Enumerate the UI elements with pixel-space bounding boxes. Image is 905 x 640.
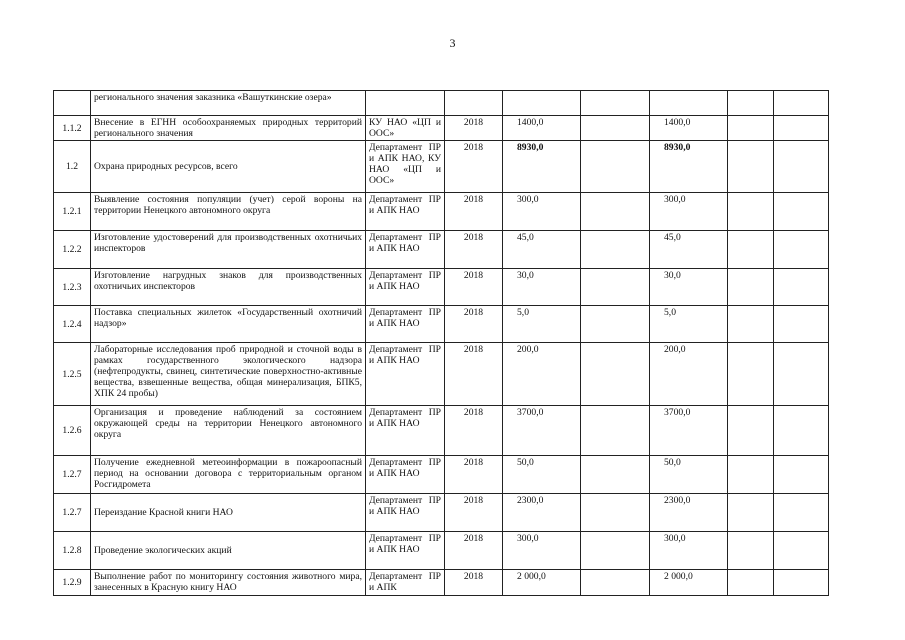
table-row: [54, 570, 829, 596]
extra-column-1: [728, 231, 774, 269]
row-number: 1.2.6: [54, 406, 91, 456]
year: 2018: [445, 306, 503, 343]
row-number: 1.2.3: [54, 269, 91, 306]
district-amount: 8930,0: [650, 141, 728, 193]
activity-name: Проведение экологических акций: [91, 532, 366, 570]
extra-column-2: [774, 343, 829, 406]
federal-amount: [581, 231, 650, 269]
row-number: 1.2: [54, 141, 91, 193]
table-row: [54, 116, 829, 141]
total-amount: 5,0: [503, 306, 581, 343]
extra-column-2: [774, 570, 829, 596]
executor: [366, 91, 445, 116]
total-amount: 200,0: [503, 343, 581, 406]
executor: Департамент ПР и АПК НАО: [366, 532, 445, 570]
federal-amount: [581, 269, 650, 306]
row-number: 1.2.2: [54, 231, 91, 269]
executor: Департамент ПР и АПК НАО: [366, 456, 445, 494]
table-row: [54, 343, 829, 406]
table-row: [54, 193, 829, 231]
row-number: 1.2.1: [54, 193, 91, 231]
year: 2018: [445, 343, 503, 406]
row-number: 1.2.9: [54, 570, 91, 596]
district-amount: 300,0: [650, 193, 728, 231]
district-amount: [650, 91, 728, 116]
extra-column-1: [728, 456, 774, 494]
activity-name: регионального значения заказника «Вашуткинские озера»: [91, 91, 366, 116]
extra-column-1: [728, 343, 774, 406]
federal-amount: [581, 570, 650, 596]
extra-column-2: [774, 456, 829, 494]
total-amount: 3700,0: [503, 406, 581, 456]
extra-column-2: [774, 231, 829, 269]
year: 2018: [445, 570, 503, 596]
total-amount: 30,0: [503, 269, 581, 306]
district-amount: 2300,0: [650, 494, 728, 532]
year: 2018: [445, 532, 503, 570]
district-amount: 50,0: [650, 456, 728, 494]
activity-name: Охрана природных ресурсов, всего: [91, 141, 366, 193]
executor: Департамент ПР и АПК НАО: [366, 306, 445, 343]
extra-column-1: [728, 193, 774, 231]
district-amount: 300,0: [650, 532, 728, 570]
extra-column-2: [774, 494, 829, 532]
year: 2018: [445, 231, 503, 269]
year: 2018: [445, 116, 503, 141]
federal-amount: [581, 494, 650, 532]
extra-column-2: [774, 532, 829, 570]
row-number: 1.2.8: [54, 532, 91, 570]
executor: Департамент ПР и АПК НАО: [366, 494, 445, 532]
executor: Департамент ПР и АПК НАО: [366, 193, 445, 231]
extra-column-1: [728, 91, 774, 116]
extra-column-2: [774, 406, 829, 456]
federal-amount: [581, 91, 650, 116]
total-amount: 45,0: [503, 231, 581, 269]
executor: Департамент ПР и АПК НАО, КУ НАО «ЦП и ООС»: [366, 141, 445, 193]
federal-amount: [581, 456, 650, 494]
federal-amount: [581, 141, 650, 193]
table-row: [54, 406, 829, 456]
extra-column-2: [774, 91, 829, 116]
page-number: 3: [449, 36, 456, 50]
table-row: [54, 231, 829, 269]
year: 2018: [445, 456, 503, 494]
total-amount: 300,0: [503, 532, 581, 570]
extra-column-2: [774, 116, 829, 141]
extra-column-1: [728, 116, 774, 141]
extra-column-2: [774, 269, 829, 306]
total-amount: 2300,0: [503, 494, 581, 532]
activity-name: Изготовление удостоверений для производственных охотничьих инспекторов: [91, 231, 366, 269]
activity-name: Внесение в ЕГНН особоохраняемых природных территорий регионального значения: [91, 116, 366, 141]
executor: КУ НАО «ЦП и ООС»: [366, 116, 445, 141]
table-row: [54, 532, 829, 570]
row-number: 1.2.7: [54, 494, 91, 532]
extra-column-1: [728, 570, 774, 596]
row-number: 1.2.4: [54, 306, 91, 343]
row-number: 1.2.5: [54, 343, 91, 406]
extra-column-1: [728, 269, 774, 306]
row-number: 1.1.2: [54, 116, 91, 141]
executor: Департамент ПР и АПК НАО: [366, 343, 445, 406]
extra-column-2: [774, 141, 829, 193]
executor: Департамент ПР и АПК НАО: [366, 269, 445, 306]
extra-column-1: [728, 306, 774, 343]
year: [445, 91, 503, 116]
federal-amount: [581, 406, 650, 456]
total-amount: 2 000,0: [503, 570, 581, 596]
year: 2018: [445, 141, 503, 193]
federal-amount: [581, 532, 650, 570]
federal-amount: [581, 343, 650, 406]
extra-column-2: [774, 306, 829, 343]
activity-name: Выявление состояния популяции (учет) серой вороны на территории Ненецкого автономного округа: [91, 193, 366, 231]
executor: Департамент ПР и АПК НАО: [366, 406, 445, 456]
total-amount: 50,0: [503, 456, 581, 494]
district-amount: 30,0: [650, 269, 728, 306]
table-row: [54, 306, 829, 343]
district-amount: 3700,0: [650, 406, 728, 456]
total-amount: 8930,0: [503, 141, 581, 193]
federal-amount: [581, 306, 650, 343]
program-table: [53, 90, 829, 596]
federal-amount: [581, 116, 650, 141]
activity-name: Переиздание Красной книги НАО: [91, 494, 366, 532]
table-row: [54, 269, 829, 306]
table-row: [54, 141, 829, 193]
activity-name: Получение ежедневной метеоинформации в пожароопасный период на основании договора с территориальным органом Росгидромета: [91, 456, 366, 494]
district-amount: 200,0: [650, 343, 728, 406]
federal-amount: [581, 193, 650, 231]
extra-column-2: [774, 193, 829, 231]
row-number: 1.2.7: [54, 456, 91, 494]
executor: Департамент ПР и АПК НАО: [366, 231, 445, 269]
year: 2018: [445, 406, 503, 456]
extra-column-1: [728, 532, 774, 570]
table-row: [54, 456, 829, 494]
district-amount: 2 000,0: [650, 570, 728, 596]
total-amount: 300,0: [503, 193, 581, 231]
activity-name: Поставка специальных жилеток «Государственный охотничий надзор»: [91, 306, 366, 343]
extra-column-1: [728, 406, 774, 456]
activity-name: Изготовление нагрудных знаков для производственных охотничьих инспекторов: [91, 269, 366, 306]
executor: Департамент ПР и АПК: [366, 570, 445, 596]
total-amount: [503, 91, 581, 116]
district-amount: 45,0: [650, 231, 728, 269]
table-row: [54, 91, 829, 116]
activity-name: Лабораторные исследования проб природной и сточной воды в рамках государственного экологического надзора (нефтепродукты, свинец, синтетические поверхностно-активные вещества, взвешенные вещества, общая минерализация, БПК5, ХПК 24 пробы): [91, 343, 366, 406]
table-body: [54, 91, 829, 596]
district-amount: 1400,0: [650, 116, 728, 141]
district-amount: 5,0: [650, 306, 728, 343]
activity-name: Выполнение работ по мониторингу состояния животного мира, занесенных в Красную книгу НАО: [91, 570, 366, 596]
extra-column-1: [728, 494, 774, 532]
year: 2018: [445, 193, 503, 231]
row-number: [54, 91, 91, 116]
activity-name: Организация и проведение наблюдений за состоянием окружающей среды на территории Ненецкого автономного округа: [91, 406, 366, 456]
year: 2018: [445, 269, 503, 306]
year: 2018: [445, 494, 503, 532]
extra-column-1: [728, 141, 774, 193]
table-row: [54, 494, 829, 532]
total-amount: 1400,0: [503, 116, 581, 141]
